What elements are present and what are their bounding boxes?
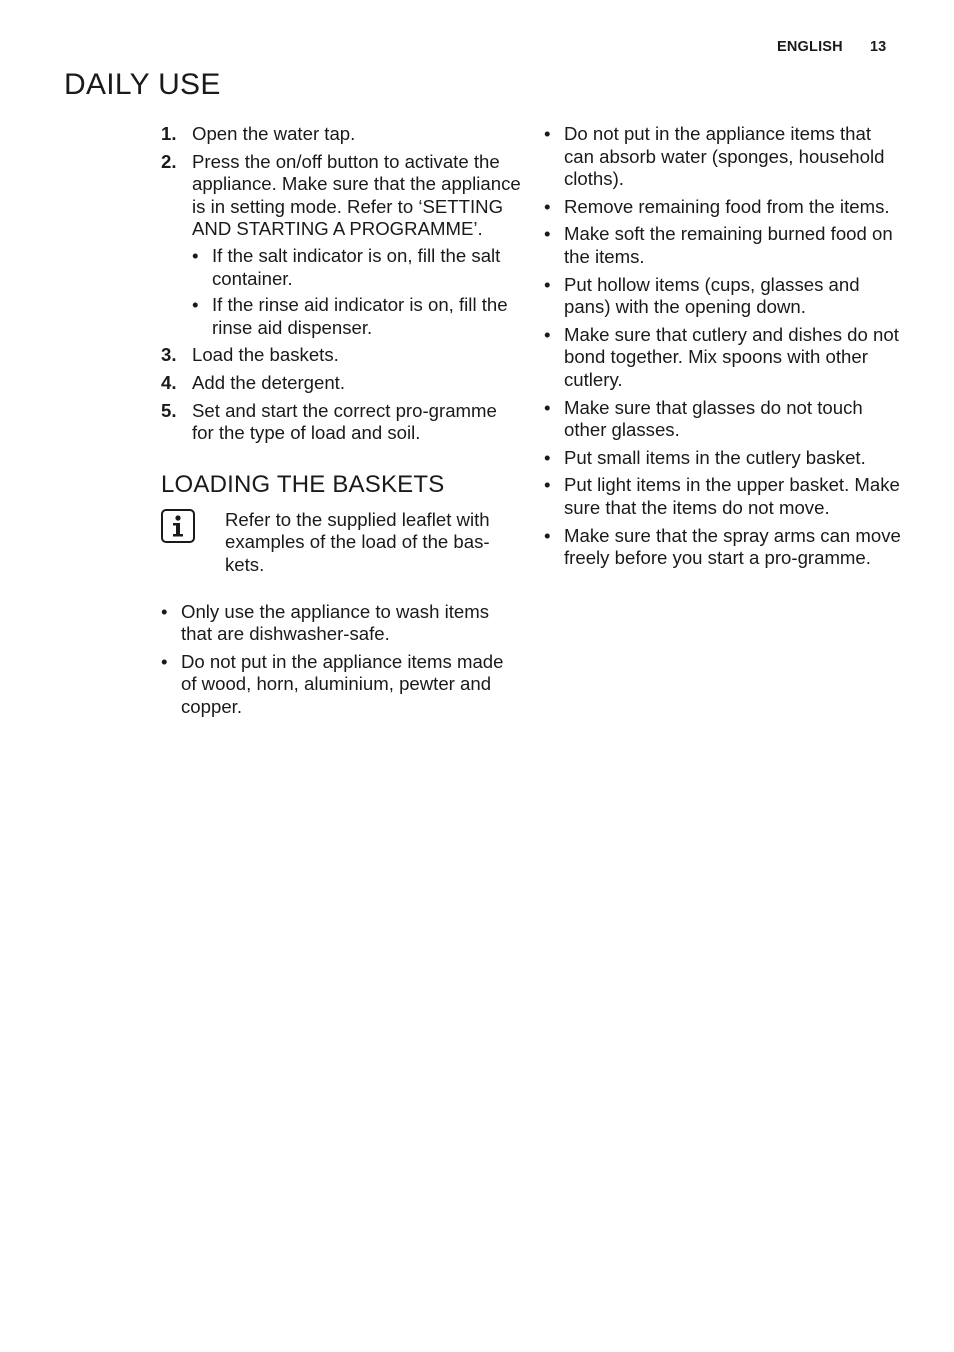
header-language: ENGLISH [777,39,843,55]
list-item [161,601,521,646]
step-item [161,372,521,395]
step-item [161,123,521,146]
bullet: • [544,446,551,468]
bullet: • [544,323,551,345]
step-item [161,344,521,367]
sub-item-text: If the rinse aid indicator is on, fill the rinse aid dispenser. [212,294,508,338]
info-text: Refer to the supplied leaflet with examples of the load of the bas-kets. [225,508,490,575]
bullet: • [161,650,168,672]
sub-item-text: If the salt indicator is on, fill the salt container. [212,244,501,289]
section-title: LOADING THE BASKETS [161,470,445,498]
bullet: • [192,294,199,316]
list-item-text: Make sure that glasses do not touch other glasses. [564,396,863,441]
step-text: Add the detergent. [192,371,345,393]
step-item [161,400,521,445]
list-item-text: Put hollow items (cups, glasses and pans) with the opening down. [564,273,860,318]
list-item [544,474,904,519]
info-note [161,509,521,577]
steps-list [161,123,521,445]
list-item-text: Make soft the remaining burned food on the items. [564,223,893,267]
step-number: 1. [161,123,177,144]
sub-item [192,294,521,339]
list-item-text: Put small items in the cutlery basket. [564,446,866,468]
sub-item [192,245,521,290]
list-item [544,223,904,268]
bullet: • [544,123,551,144]
info-icon [161,509,195,543]
bullet: • [544,273,551,295]
step-text: Set and start the correct pro-gramme for the type of load and soil. [192,399,497,444]
bullet: • [544,396,551,418]
step-text: Load the baskets. [192,344,339,366]
bullet: • [544,524,551,546]
list-item [544,447,904,470]
step-number: 3. [161,344,177,366]
list-item-text: Make sure that the spray arms can move freely before you start a pro-gramme. [564,524,901,569]
list-item-text: Do not put in the appliance items made of wood, horn, aluminium, pewter and copper. [181,650,504,717]
left-column [161,123,521,723]
page-title: DAILY USE [64,68,221,101]
page-number: 13 [870,39,887,55]
step-text: Press the on/off button to activate the appliance. Make sure that the appliance is in setting mode. Refer to ‘SETTING AND STARTING A PROGRAMME’. [192,150,521,240]
list-item-text: Remove remaining food from the items. [564,195,890,217]
list-item-text: Make sure that cutlery and dishes do not bond together. Mix spoons with other cutlery. [564,323,899,390]
list-item-text: Only use the appliance to wash items that are dishwasher-safe. [181,600,489,645]
loading-bullets-left [161,601,521,719]
step-number: 2. [161,150,177,172]
list-item-text: Put light items in the upper basket. Make sure that the items do not move. [564,474,900,518]
sub-list [192,245,521,339]
step-number: 5. [161,399,177,421]
bullet: • [544,195,551,217]
list-item [544,274,904,319]
list-item [544,196,904,219]
step-number: 4. [161,371,177,393]
step-item [161,151,521,340]
list-item [544,397,904,442]
bullet: • [544,474,551,496]
bullet: • [544,223,551,245]
loading-bullets-right [544,123,904,570]
list-item [161,651,521,719]
list-item-text: Do not put in the appliance items that can absorb water (sponges, household cloths). [564,123,885,190]
step-text: Open the water tap. [192,123,356,144]
list-item [544,324,904,392]
bullet: • [161,600,168,622]
bullet: • [192,244,199,266]
right-column [544,123,904,575]
list-item [544,123,904,191]
list-item [544,525,904,570]
